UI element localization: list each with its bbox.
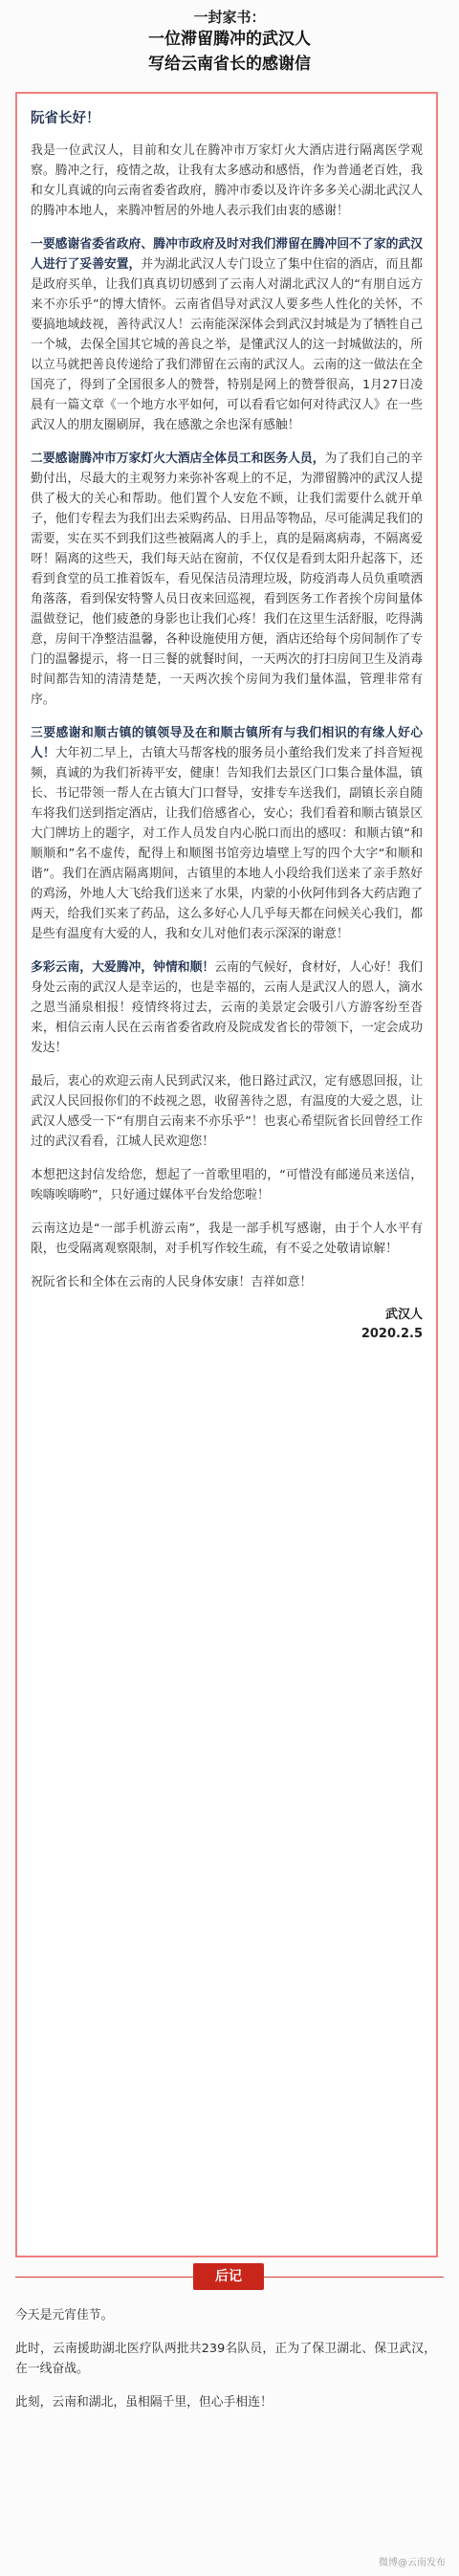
letter-date: 2020.2.5: [361, 1327, 423, 1341]
letter-paragraph-3: [31, 449, 423, 710]
letter-paragraph-1: [31, 141, 423, 221]
letter-paragraph-4: [31, 723, 423, 944]
paragraph-text: 并为湖北武汉人专门设立了集中住宿的酒店，而且都是政府买单，让我们真真切切感到了云南人对湖北武汉人的“有朋自远方来不亦乐乎”的博大情怀。云南省倡导对武汉人要多些人性化的关怀，不要搞地域歧视，善待武汉人！云南能深深体会到武汉封城是为了牺牲自己一个城，去保全国其它城的善良之举，是懂武汉人的这一封城做法的，所以立马就把善良传递给了我们滞留在云南的武汉人。云南的这一做法在全国亮了，得到了全国很多人的赞誉，特别是网上的赞誉很高，1月27日凌晨有一篇文章《一个地方水平如何，可以看看它如何对待武汉人》在一些武汉人的朋友圈刷屏，我在感激之余也深有感触！: [31, 257, 424, 432]
paragraph-text: 最后，衷心的欢迎云南人民到武汉来，他日路过武汉，定有感恩回报，让武汉人民回报你们的不歧视之恩，收留善待之恩，有温度的大爱之恩，让武汉人感受一下“有朋自云南来不亦乐乎”！也衷心希望阮省长回曾经工作过的武汉看看，江城人民欢迎您！: [31, 1074, 423, 1149]
letter-body: [31, 107, 423, 1344]
postscript-paragraph-3: 此刻，云南和湖北，虽相隔千里，但心手相连！: [15, 2395, 273, 2410]
paragraph-text: 祝阮省长和全体在云南的人民身体安康！吉祥如意！: [31, 1275, 313, 1289]
header-title-line1: 一位滞留腾冲的武汉人: [148, 30, 311, 49]
letter-paragraph-5: [31, 958, 423, 1058]
postscript-badge: 后记: [193, 2263, 264, 2290]
paragraph-text: 为了我们自己的辛勤付出，尽最大的主观努力来弥补客观上的不足，为滞留腾冲的武汉人提供了极大的关心和帮助。他们置个人安危不顾，让我们需要什么就开单子，他们专程去为我们出去采购药品、日用品等物品，尽可能满足我们的需要，实在买不到我们这些被隔离人的手上，真的是隔离病毒，不隔离爱呀！隔离的这些天，我们每天站在窗前，不仅仅是看到太阳升起落下，还看到食堂的员工推着饭车，看见保洁员清理垃圾，防疫消毒人员负重喷洒角落落，看到保安特警人员日夜来回巡视，看到医务工作者挨个房间量体温做登记，他们疲惫的身影也让我们心疼！我们在这里生活舒服，吃得满意，房间干净整洁温馨，各种设施使用方便，酒店还给每个房间制作了专门的温馨提示，将一日三餐的就餐时间，一天两次的打扫房间卫生及消毒时间都告知的清清楚楚，一天两次挨个房间为我们量体温，管理非常有序。: [31, 451, 424, 707]
paragraph-lead: 二要感谢腾冲市万家灯火大酒店全体员工和医务人员，: [31, 451, 325, 466]
letter-salutation: 阮省长好！: [31, 111, 100, 126]
postscript-paragraph-1: 今天是元宵佳节。: [15, 2308, 114, 2323]
paragraph-lead: 三要感谢和顺古镇的镇领导及在和顺古镇所有与我们相识的有缘人好心人！: [31, 726, 423, 760]
postscript-body: [15, 2305, 436, 2426]
letter-paragraph-9: [31, 1272, 423, 1292]
paragraph-text: 云南这边是“一部手机游云南”，我是一部手机写感谢，由于个人水平有限，也受隔离观察限制，对手机写作较生疏，有不妥之处敬请谅解！: [31, 1222, 423, 1256]
source-watermark: 微博@云南发布: [379, 2558, 446, 2568]
paragraph-text: 我是一位武汉人，目前和女儿在腾冲市万家灯火大酒店进行隔离医学观察。腾冲之行，疫情之故，让我有太多感动和感悟，作为普通老百姓，我和女儿真诚的向云南省委省政府，腾冲市委以及许许多多关心湖北武汉人的腾冲本地人，来腾冲暂居的外地人表示我们由衷的感谢！: [31, 143, 423, 218]
letter-card: [15, 92, 438, 2257]
postscript-paragraph-2: 此时，云南援助湖北医疗队两批共239名队员，正为了保卫湖北、保卫武汉，在一线奋战。: [15, 2342, 436, 2376]
letter-paragraph-2: [31, 234, 423, 435]
header-title-line2: 写给云南省长的感谢信: [148, 55, 311, 74]
letter-paragraph-8: [31, 1219, 423, 1259]
letter-paragraph-7: [31, 1165, 423, 1205]
letter-signature: 武汉人: [384, 1308, 423, 1322]
article-header: [0, 8, 459, 77]
letter-paragraph-6: [31, 1071, 423, 1152]
paragraph-text: 大年初二早上，古镇大马帮客栈的服务员小董给我们发来了抖音短视频，真诚的为我们祈祷平安，健康！告知我们去景区门口集合量体温，镇长、书记带领一帮人在古镇大门口督导，安排专车送我们，副镇长亲自随车将我们送到指定酒店，让我们倍感省心，安心；我们看着和顺古镇景区大门牌坊上的题字，对工作人员发自内心脱口而出的感叹：和顺古镇“和顺顺和”名不虚传，配得上和顺图书馆旁边墙壁上写的四个大字“和顺和谐”。我们在酒店隔离期间，古镇里的本地人小段给我们送来了亲手熬好的鸡汤，外地人大飞给我们送来了水果，内蒙的小伙阿伟到各大药店跑了两天，给我们买来了药品，这么多好心人几乎每天都在问候关心我们，都是些有温度有大爱的人，我和女儿对他们表示深深的谢意！: [31, 746, 424, 941]
paragraph-lead: 一要感谢省委省政府、腾冲市政府及时对我们滞留在腾冲回不了家的武汉人进行了妥善安置，: [31, 237, 423, 272]
paragraph-text: 云南的气候好，食材好，人心好！我们身处云南的武汉人是幸运的，也是幸福的，云南人是武汉人的恩人，滴水之恩当涌泉相报！疫情终将过去，云南的美景定会吸引八方游客纷至沓来，相信云南人民在云南省委省政府及院成发省长的带领下，一定会成功发达！: [31, 960, 424, 1055]
header-kicker: 一封家书：: [193, 9, 266, 26]
paragraph-text: 本想把这封信发给您，想起了一首歌里唱的，“可惜没有邮递员来送信，唉嗨唉嗨哟”，只好通过媒体平台发给您啦！: [31, 1168, 423, 1202]
paragraph-lead: 多彩云南，大爱腾冲，钟情和顺！: [31, 960, 215, 975]
